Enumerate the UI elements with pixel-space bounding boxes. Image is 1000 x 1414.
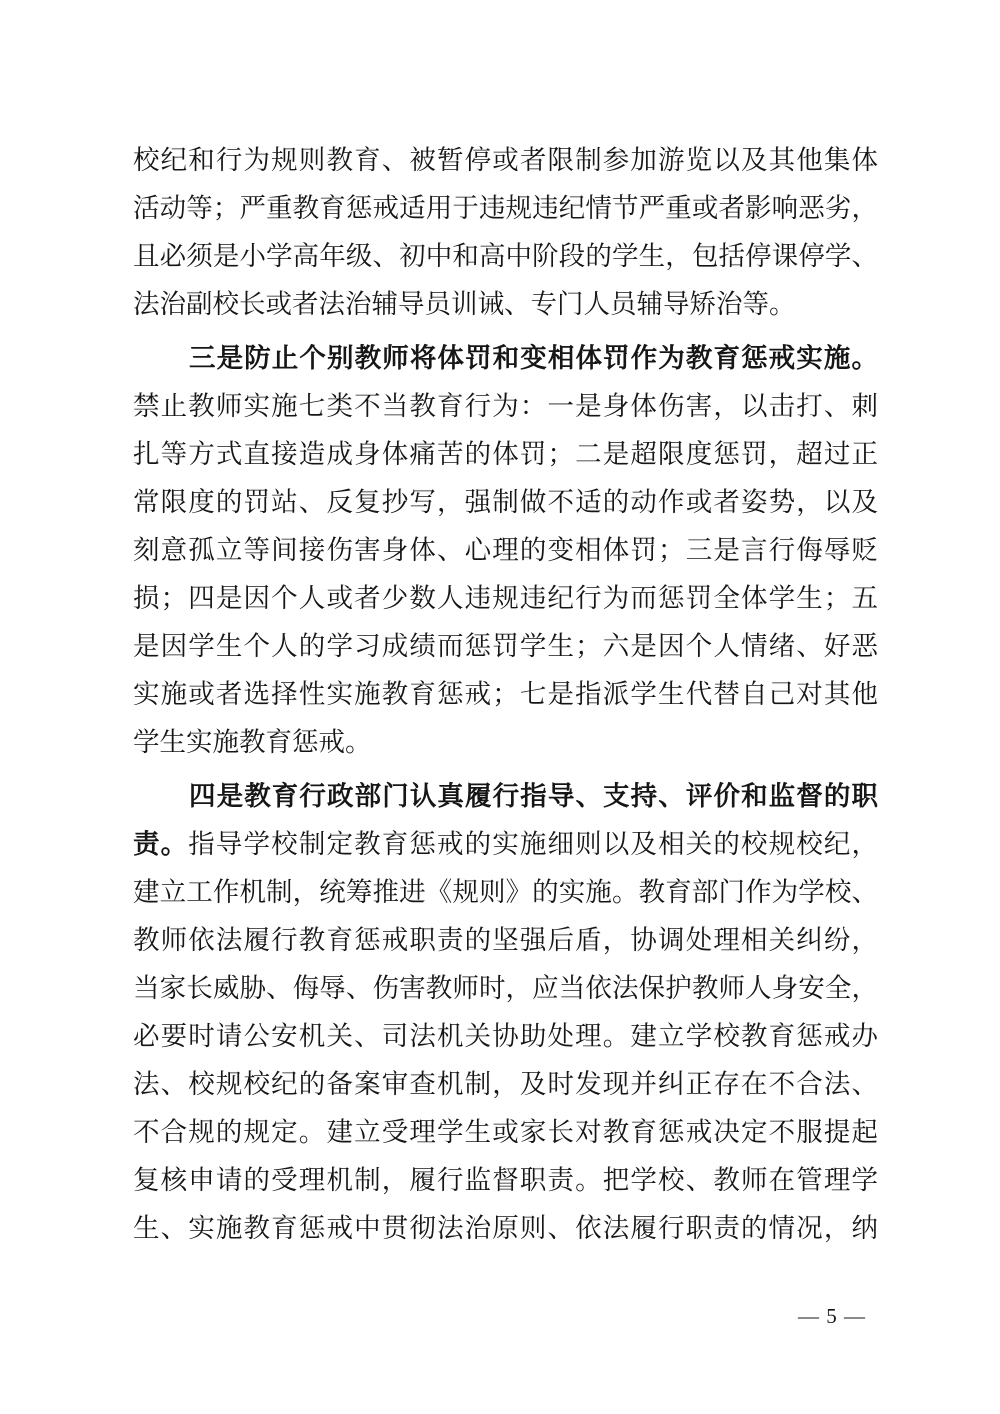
body-text-segment: 且必须是小学高年级、初中和高中阶段的学生，包括停课停学、 xyxy=(133,241,878,271)
body-text-segment: 当家长威胁、侮辱、伤害教师时，应当依法保护教师人身安全， xyxy=(133,973,878,1003)
paragraph-3 xyxy=(133,772,878,1252)
text-line xyxy=(133,916,878,964)
text-line xyxy=(133,382,878,430)
text-line xyxy=(133,232,878,280)
body-text-segment: 刻意孤立等间接伤害身体、心理的变相体罚；三是言行侮辱贬 xyxy=(133,535,878,565)
body-text-segment: 教师依法履行教育惩戒职责的坚强后盾，协调处理相关纠纷， xyxy=(133,925,878,955)
text-line xyxy=(133,1108,878,1156)
body-text-segment: 实施或者选择性实施教育惩戒；七是指派学生代替自己对其他 xyxy=(133,679,878,709)
bold-lead-text: 三是防止个别教师将体罚和变相体罚作为教育惩戒实施。 xyxy=(189,343,878,373)
text-line xyxy=(133,526,878,574)
body-text-segment: 常限度的罚站、反复抄写，强制做不适的动作或者姿势，以及 xyxy=(133,487,878,517)
text-line xyxy=(133,622,878,670)
body-text-segment: 复核申请的受理机制，履行监督职责。把学校、教师在管理学 xyxy=(133,1165,878,1195)
bold-lead-text: 四是教育行政部门认真履行指导、支持、评价和监督的职 xyxy=(189,781,878,811)
text-line xyxy=(133,718,878,766)
text-line xyxy=(133,772,878,820)
text-line xyxy=(133,1012,878,1060)
text-line xyxy=(133,478,878,526)
text-line xyxy=(133,280,878,328)
body-text-segment: 法、校规校纪的备案审查机制，及时发现并纠正存在不合法、 xyxy=(133,1069,878,1099)
text-line xyxy=(133,184,878,232)
body-text-segment: 建立工作机制，统筹推进《规则》的实施。教育部门作为学校、 xyxy=(133,877,878,907)
body-text xyxy=(133,136,878,1258)
body-text-segment: 校纪和行为规则教育、被暂停或者限制参加游览以及其他集体 xyxy=(133,145,878,175)
paragraph-1 xyxy=(133,136,878,328)
text-line xyxy=(133,136,878,184)
body-text-segment: 不合规的规定。建立受理学生或家长对教育惩戒决定不服提起 xyxy=(133,1117,878,1147)
text-line xyxy=(133,1156,878,1204)
body-text-segment: 活动等；严重教育惩戒适用于违规违纪情节严重或者影响恶劣， xyxy=(133,193,878,223)
text-line xyxy=(133,964,878,1012)
body-text-segment: 学生实施教育惩戒。 xyxy=(133,727,372,757)
text-line xyxy=(133,820,878,868)
body-text-segment: 扎等方式直接造成身体痛苦的体罚；二是超限度惩罚，超过正 xyxy=(133,439,878,469)
body-text-segment: 生、实施教育惩戒中贯彻法治原则、依法履行职责的情况，纳 xyxy=(133,1213,878,1243)
page-number: — 5 — xyxy=(798,1304,866,1328)
text-line xyxy=(133,574,878,622)
text-line xyxy=(133,1204,878,1252)
text-line xyxy=(133,334,878,382)
body-text-segment: 指导学校制定教育惩戒的实施细则以及相关的校规校纪， xyxy=(188,829,878,859)
text-line xyxy=(133,430,878,478)
body-text-segment: 法治副校长或者法治辅导员训诫、专门人员辅导矫治等。 xyxy=(133,289,796,319)
body-text-segment: 必要时请公安机关、司法机关协助处理。建立学校教育惩戒办 xyxy=(133,1021,878,1051)
text-line xyxy=(133,1060,878,1108)
text-line xyxy=(133,868,878,916)
bold-lead-text: 责。 xyxy=(133,829,189,859)
body-text-segment: 是因学生个人的学习成绩而惩罚学生；六是因个人情绪、好恶 xyxy=(133,631,878,661)
body-text-segment: 禁止教师实施七类不当教育行为：一是身体伤害，以击打、刺 xyxy=(133,391,878,421)
body-text-segment: 损；四是因个人或者少数人违规违纪行为而惩罚全体学生；五 xyxy=(133,583,878,613)
text-line xyxy=(133,670,878,718)
paragraph-2 xyxy=(133,334,878,766)
